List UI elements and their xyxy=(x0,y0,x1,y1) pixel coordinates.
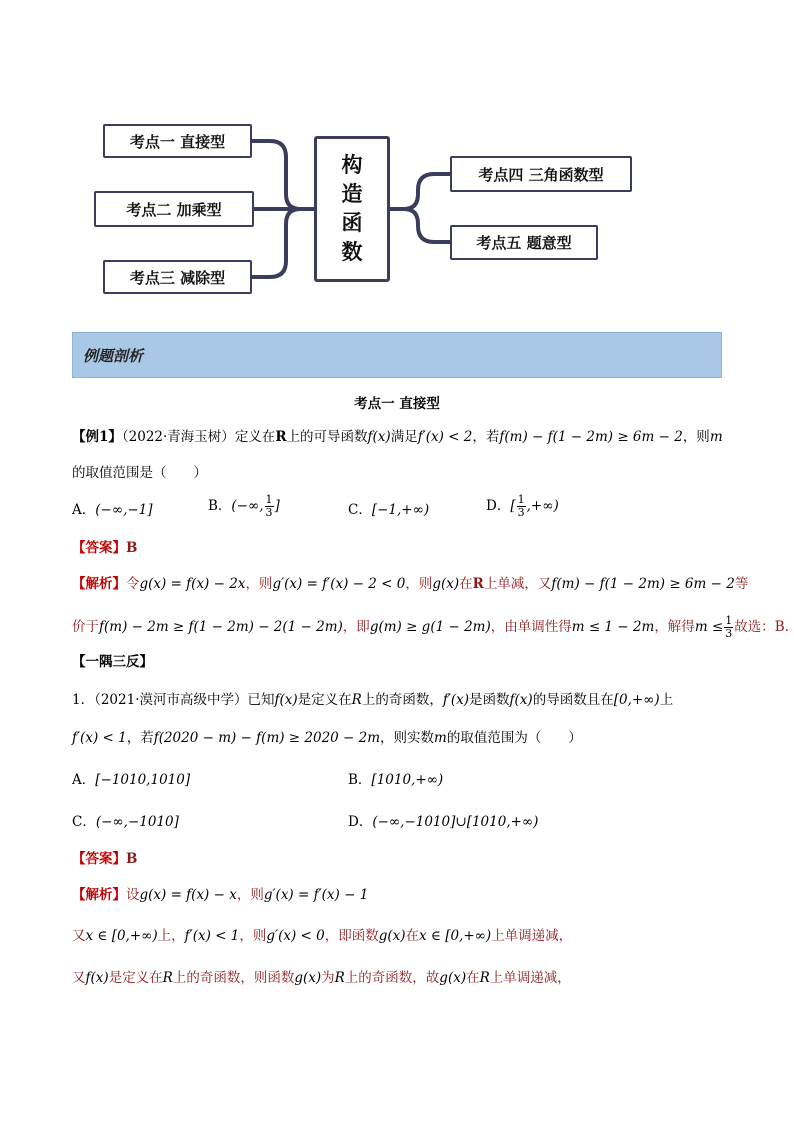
question-source: （2021·漠河市高级中学） xyxy=(94,692,248,708)
answer-tag: 【答案】 xyxy=(72,851,126,867)
mindmap-node-1 xyxy=(103,124,252,158)
text: 故选：B. xyxy=(734,619,789,635)
math-expr: f′(x) < 2 xyxy=(417,429,473,445)
section-title: 考点一 直接型 xyxy=(354,396,440,412)
text: ，则 xyxy=(405,576,433,592)
center-char: 造 xyxy=(341,182,363,206)
text: 上的奇函数， xyxy=(361,692,443,708)
option-text: [ xyxy=(510,498,516,514)
mindmap-node-5 xyxy=(450,225,598,260)
banner-title: 例题剖析 xyxy=(83,346,144,365)
mindmap-node-4 xyxy=(450,156,632,192)
option-text: [1010,+∞) xyxy=(371,772,444,788)
text: 满足 xyxy=(390,429,418,445)
fraction xyxy=(517,494,526,519)
text: 的取值范围为（ ） xyxy=(446,730,582,746)
math-expr: x ∈ [0,+∞) xyxy=(419,928,492,944)
text: ，若 xyxy=(472,429,500,445)
mindmap-node-label: 考点五 题意型 xyxy=(476,234,572,252)
option-label: B． xyxy=(208,498,232,514)
option-label: B． xyxy=(348,772,372,788)
numerator: 1 xyxy=(517,493,525,506)
text: 在 xyxy=(466,970,480,986)
text: ，若 xyxy=(126,730,154,746)
example1-answer xyxy=(72,538,137,558)
text: 定义在 xyxy=(234,429,276,445)
text: 上的奇函数，则函数 xyxy=(172,970,295,986)
numerator: 1 xyxy=(265,493,273,506)
text: ，解得 xyxy=(654,619,695,635)
symbol-R: R xyxy=(275,429,287,445)
numerator: 1 xyxy=(725,614,733,627)
text: 上单调递减， xyxy=(489,970,571,986)
math-expr: g(x) xyxy=(439,970,467,986)
text: 又 xyxy=(72,970,86,986)
math-var: R xyxy=(334,970,345,986)
q1-option-d xyxy=(348,812,538,832)
q1-option-c xyxy=(72,812,179,832)
math-expr: f′(x) < 1 xyxy=(72,730,127,746)
answer-value: B xyxy=(126,540,138,556)
option-text: (−∞,−1] xyxy=(95,502,153,518)
math-expr: g′(x) = f′(x) − 1 xyxy=(263,887,369,903)
option-label: A． xyxy=(72,502,96,518)
denominator: 3 xyxy=(517,506,525,519)
math-var: R xyxy=(479,970,490,986)
question-number: 1． xyxy=(72,692,95,708)
math-expr: f(x) xyxy=(367,429,391,445)
answer-value: B xyxy=(126,851,138,867)
math-expr: f′(x) xyxy=(442,692,470,708)
text: 是函数 xyxy=(469,692,510,708)
mindmap-node-label: 考点四 三角函数型 xyxy=(478,165,604,184)
fraction xyxy=(724,615,733,640)
text: 的导函数且在 xyxy=(532,692,614,708)
example1-stem-line2: 的取值范围是（ ） xyxy=(72,465,207,481)
math-expr: f(m) − f(1 − 2m) ≥ 6m − 2 xyxy=(551,576,735,592)
text: 等 xyxy=(734,576,749,592)
center-char: 数 xyxy=(341,240,363,264)
text: 已知 xyxy=(247,692,275,708)
option-label: C． xyxy=(348,502,372,518)
denominator: 3 xyxy=(725,627,733,640)
text: 设 xyxy=(126,887,140,903)
q1-answer xyxy=(72,849,137,869)
option-text: [−1,+∞) xyxy=(371,502,430,518)
text: 上单减，又 xyxy=(483,576,552,592)
q1-option-b xyxy=(348,770,443,790)
mindmap-node-label: 考点一 直接型 xyxy=(129,132,226,151)
math-expr: f′(x) < 1 xyxy=(184,928,240,944)
text: 在 xyxy=(405,928,420,944)
math-expr: g′(x) < 0 xyxy=(266,928,325,944)
option-text: ,+∞) xyxy=(526,498,559,514)
math-var: R xyxy=(162,970,173,986)
math-expr: g(x) xyxy=(378,928,406,944)
option-label: A． xyxy=(72,772,96,788)
math-expr: g′(x) = f′(x) − 2 < 0 xyxy=(272,576,406,592)
option-label: D． xyxy=(348,814,373,830)
math-expr: f(x) xyxy=(85,970,109,986)
text: 又 xyxy=(72,928,86,944)
text: ，则 xyxy=(682,429,710,445)
math-expr: g(m) ≥ g(1 − 2m) xyxy=(369,619,491,635)
math-var: R xyxy=(351,692,362,708)
option-a xyxy=(72,500,153,520)
option-text: (−∞,−1010]∪[1010,+∞) xyxy=(372,814,539,830)
q1-stem-line2 xyxy=(72,728,582,748)
text: 上的奇函数，故 xyxy=(344,970,440,986)
text: 为 xyxy=(321,970,335,986)
mindmap-center xyxy=(314,136,390,282)
text: 是定义在 xyxy=(297,692,352,708)
text: 上的可导函数 xyxy=(286,429,368,445)
math-expr: [0,+∞) xyxy=(613,692,660,708)
q1-analysis-line2 xyxy=(72,926,572,946)
math-expr: f(x) xyxy=(509,692,533,708)
text: ，则 xyxy=(239,928,267,944)
example-tag: 【例1】 xyxy=(72,429,122,445)
fraction xyxy=(265,494,274,519)
example-source: （2022·青海玉树） xyxy=(121,429,235,445)
section-banner xyxy=(72,332,722,378)
text: 价于 xyxy=(72,619,99,635)
mindmap-node-label: 考点三 减除型 xyxy=(129,268,226,287)
mindmap-node-label: 考点二 加乘型 xyxy=(126,200,222,219)
math-var: m xyxy=(434,730,447,746)
example1-stem-line1 xyxy=(72,427,723,447)
option-label: C． xyxy=(72,814,96,830)
practice-title: 【一隅三反】 xyxy=(72,654,153,670)
option-text: [−1010,1010] xyxy=(95,772,191,788)
option-text: ] xyxy=(274,498,280,514)
math-expr: m ≤ 1 − 2m xyxy=(571,619,655,635)
text: 上， xyxy=(157,928,185,944)
q1-option-a xyxy=(72,770,190,790)
option-c xyxy=(348,500,429,520)
math-expr: g(x) xyxy=(432,576,460,592)
option-d xyxy=(486,494,559,519)
text: ，则实数 xyxy=(380,730,435,746)
center-char: 函 xyxy=(341,211,363,235)
answer-tag: 【答案】 xyxy=(72,540,126,556)
example1-analysis-line2 xyxy=(72,615,789,640)
q1-analysis-line1 xyxy=(72,885,368,905)
math-expr: f(x) xyxy=(274,692,298,708)
q1-stem-line1 xyxy=(72,690,673,710)
text: ，则 xyxy=(245,576,273,592)
text: 是定义在 xyxy=(108,970,163,986)
math-expr: g(x) xyxy=(294,970,322,986)
math-expr: f(2020 − m) − f(m) ≥ 2020 − 2m xyxy=(153,730,381,746)
option-label: D． xyxy=(486,498,511,514)
analysis-tag: 【解析】 xyxy=(72,576,126,592)
option-b xyxy=(208,494,280,519)
option-text: (−∞, xyxy=(231,498,264,514)
text: ，即函数 xyxy=(324,928,379,944)
math-expr: f(m) − f(1 − 2m) ≥ 6m − 2 xyxy=(499,429,683,445)
text: 在 xyxy=(459,576,473,592)
math-expr: x ∈ [0,+∞) xyxy=(85,928,158,944)
text: 上单调递减， xyxy=(491,928,573,944)
text: 上 xyxy=(659,692,674,708)
text: ，则 xyxy=(236,887,264,903)
text: 令 xyxy=(126,576,140,592)
symbol-R: R xyxy=(472,576,484,592)
q1-analysis-line3 xyxy=(72,968,571,988)
mindmap-node-2 xyxy=(94,191,254,227)
text: ，即 xyxy=(342,619,370,635)
denominator: 3 xyxy=(265,506,273,519)
text: ，由单调性得 xyxy=(490,619,572,635)
math-expr: g(x) = f(x) − x xyxy=(139,887,237,903)
example1-analysis-line1 xyxy=(72,574,748,594)
center-char: 构 xyxy=(341,153,363,177)
option-text: (−∞,−1010] xyxy=(95,814,179,830)
mindmap-node-3 xyxy=(103,260,252,294)
math-expr: m ≤ xyxy=(694,619,724,635)
math-expr: f(m) − 2m ≥ f(1 − 2m) − 2(1 − 2m) xyxy=(99,619,343,635)
math-expr: g(x) = f(x) − 2x xyxy=(139,576,246,592)
analysis-tag: 【解析】 xyxy=(72,887,126,903)
math-var: m xyxy=(709,429,723,445)
